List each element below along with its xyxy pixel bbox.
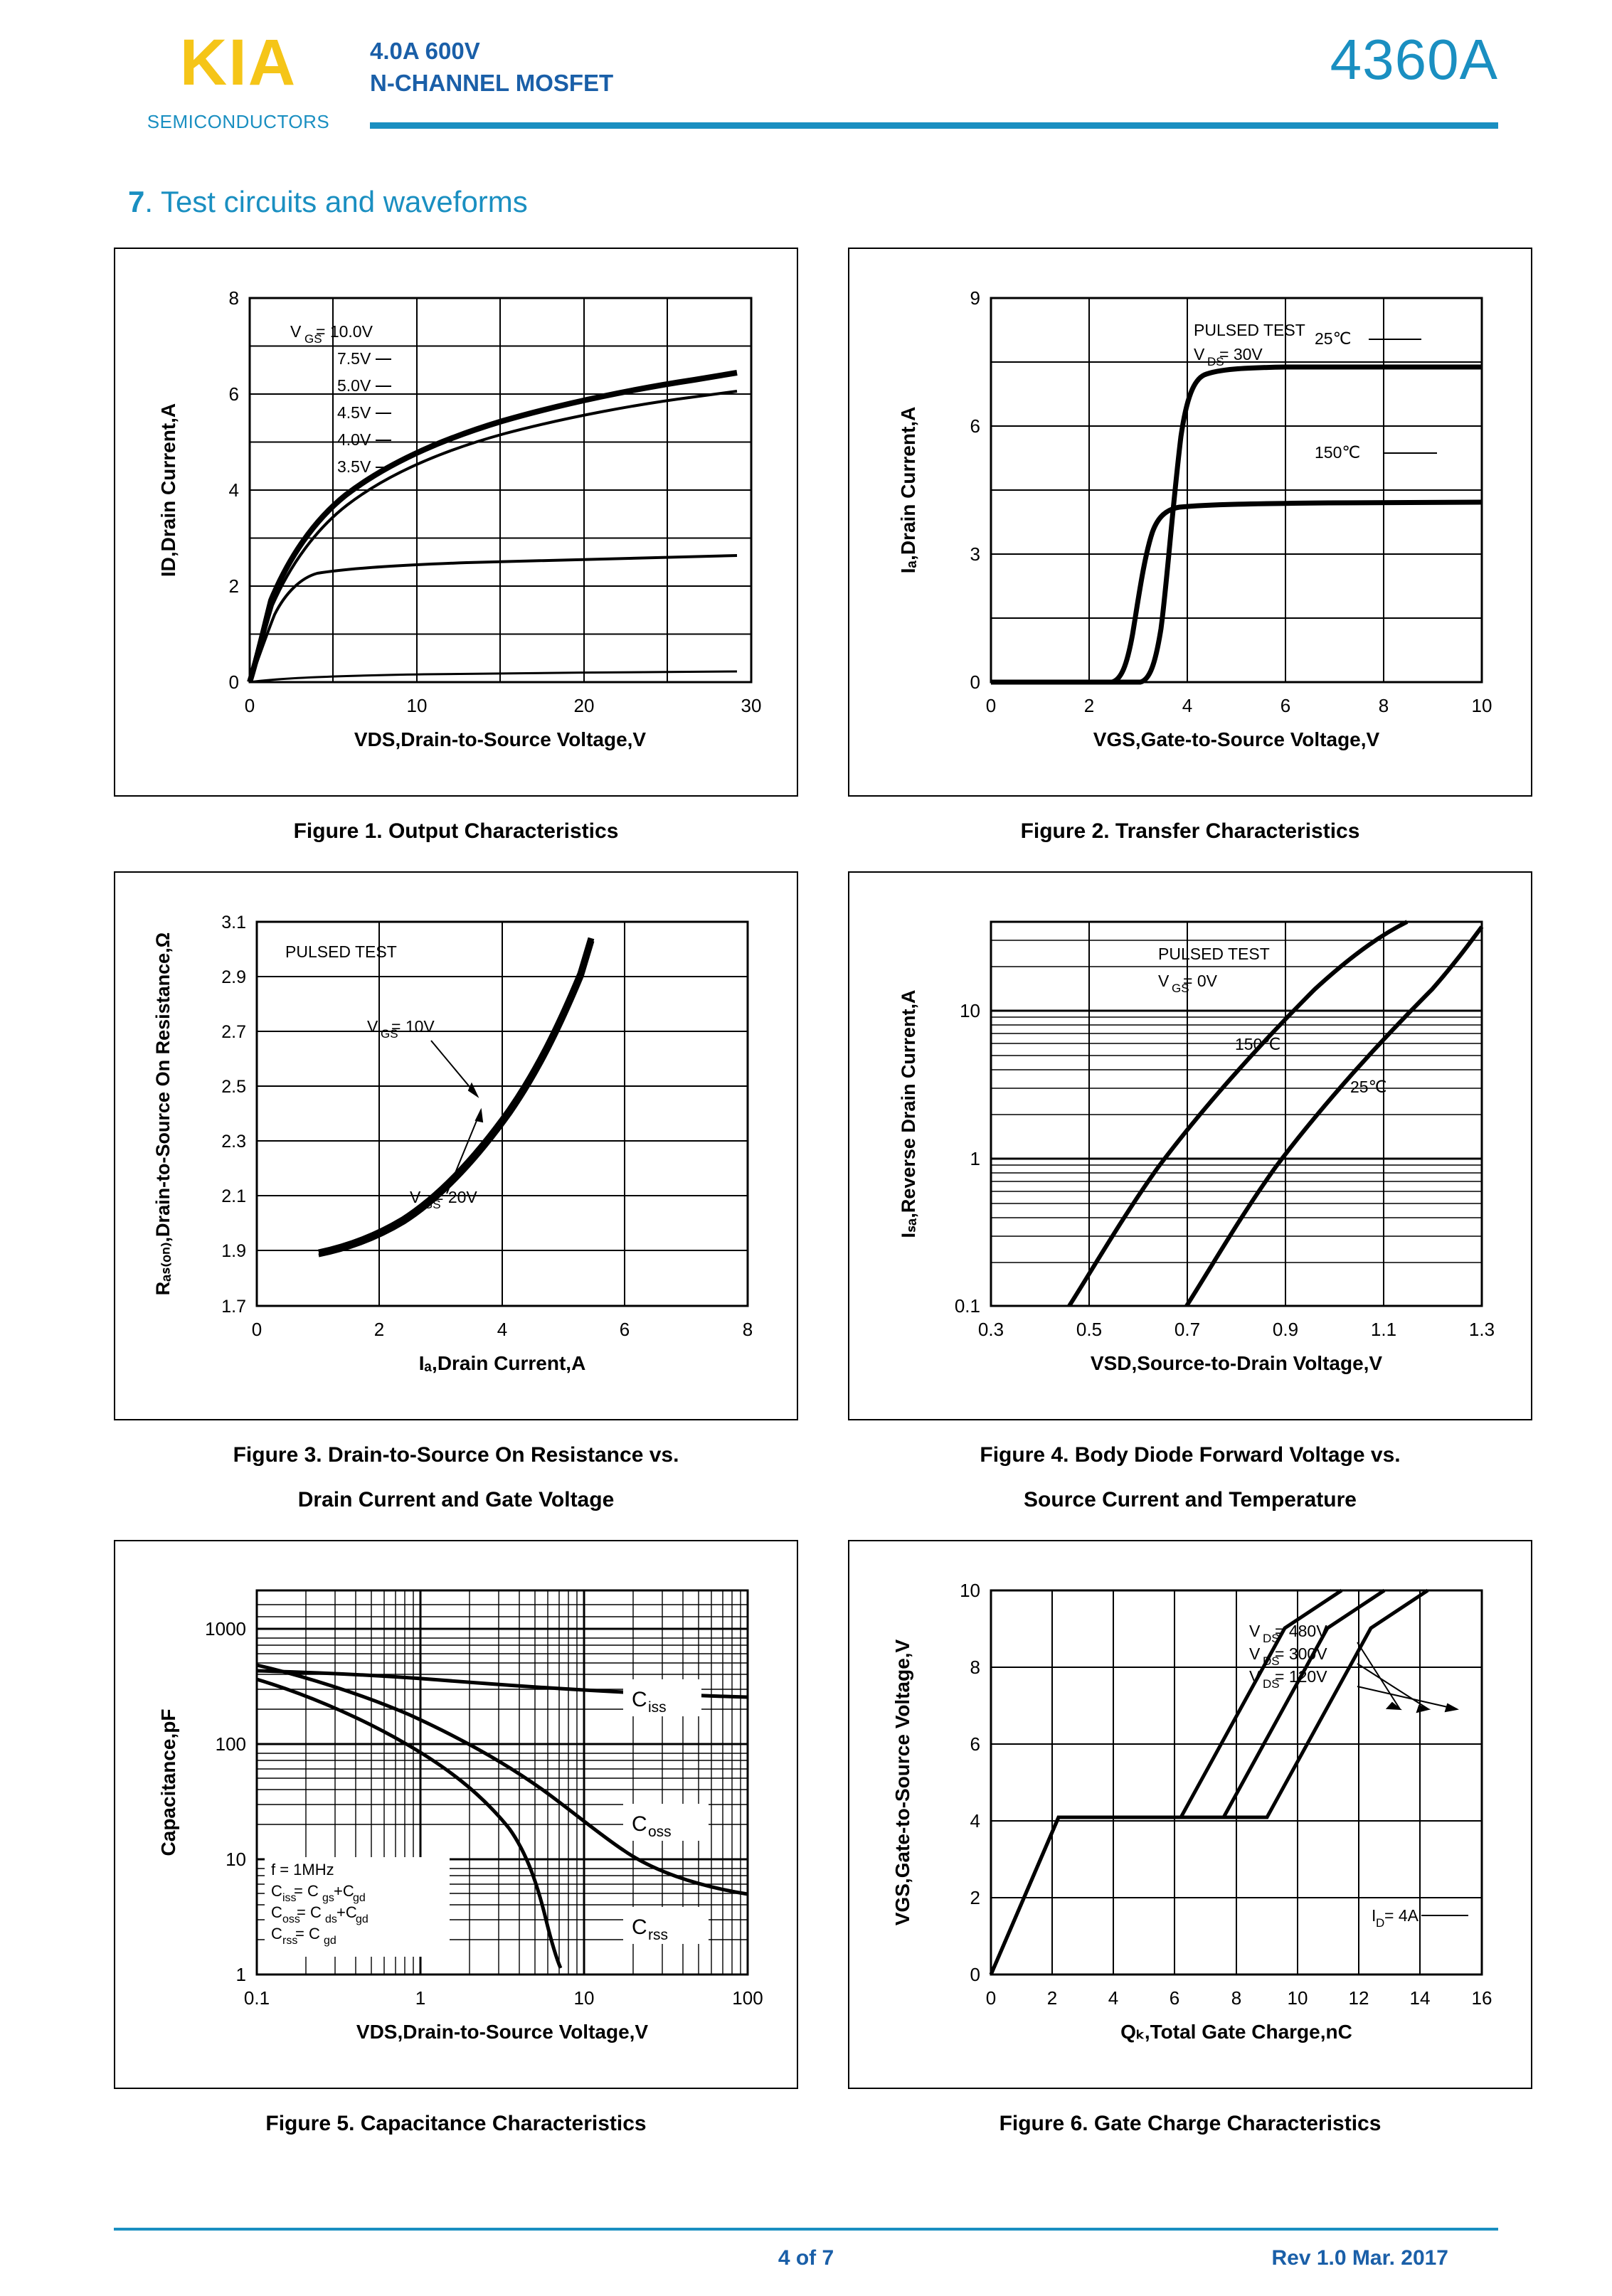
svg-text:1.7: 1.7 (221, 1297, 246, 1317)
svg-text:0: 0 (970, 1964, 980, 1985)
svg-text:V: V (1249, 1622, 1261, 1640)
svg-text:6: 6 (970, 1733, 980, 1755)
svg-text:0: 0 (985, 1987, 997, 2009)
svg-text:gs: gs (322, 1892, 334, 1904)
svg-text:2: 2 (1046, 1987, 1058, 2009)
svg-text:= 0V: = 0V (1183, 972, 1217, 990)
svg-text:Rₐₛ₍ₒₙ₎,Drain-to-Source On Res: Rₐₛ₍ₒₙ₎,Drain-to-Source On Resistance,Ω (152, 932, 174, 1296)
svg-text:0.3: 0.3 (977, 1319, 1004, 1340)
svg-text:oss: oss (648, 1824, 672, 1840)
svg-text:GS: GS (304, 332, 322, 346)
svg-text:6: 6 (619, 1319, 630, 1340)
svg-text:6: 6 (1280, 695, 1291, 716)
section-title-text: . Test circuits and waveforms (144, 185, 528, 218)
figure-3-caption-line1: Figure 3. Drain-to-Source On Resistance vs. (233, 1443, 679, 1467)
page-number: 4 of 7 (778, 2246, 834, 2270)
svg-text:I: I (1372, 1906, 1377, 1925)
figure-4-caption (848, 1439, 1532, 1516)
svg-text:2.9: 2.9 (221, 967, 246, 987)
svg-text:VDS,Drain-to-Source Voltage,V: VDS,Drain-to-Source Voltage,V (356, 2021, 649, 2043)
svg-text:2: 2 (373, 1319, 385, 1340)
svg-text:Iₛₐ,Reverse Drain Current,A: Iₛₐ,Reverse Drain Current,A (898, 989, 919, 1238)
svg-text:4.5V: 4.5V (337, 403, 371, 422)
svg-text:iss: iss (282, 1892, 297, 1904)
svg-text:gd: gd (353, 1892, 366, 1904)
svg-text:V: V (410, 1188, 421, 1206)
svg-text:0.9: 0.9 (1272, 1319, 1299, 1340)
section-heading (128, 185, 1498, 219)
svg-text:3.5V: 3.5V (337, 457, 371, 476)
svg-text:= 120V: = 120V (1275, 1667, 1327, 1686)
svg-text:DS: DS (1207, 355, 1224, 368)
page-header (114, 0, 1498, 164)
svg-text:1: 1 (235, 1964, 246, 1985)
svg-text:5.0V: 5.0V (337, 376, 371, 395)
figure-6-caption (848, 2108, 1532, 2140)
revision-label: Rev 1.0 Mar. 2017 (1271, 2246, 1448, 2270)
svg-text:VDS,Drain-to-Source Voltage,V: VDS,Drain-to-Source Voltage,V (354, 728, 647, 750)
svg-text:4: 4 (228, 479, 239, 501)
svg-text:+C: +C (334, 1882, 354, 1900)
product-title-line2: N-CHANNEL MOSFET (370, 69, 614, 96)
figure-5-chart (125, 1551, 787, 2078)
svg-text:0: 0 (228, 671, 239, 693)
svg-text:C: C (271, 1925, 282, 1942)
svg-text:DS: DS (1263, 1654, 1280, 1668)
svg-text:10: 10 (1471, 695, 1492, 716)
svg-text:9: 9 (970, 287, 980, 309)
figure-4-chart (859, 883, 1521, 1409)
svg-text:rss: rss (282, 1935, 298, 1947)
svg-text:2: 2 (1083, 695, 1095, 716)
svg-text:2.3: 2.3 (221, 1132, 246, 1152)
figure-6-cell (848, 1540, 1532, 2164)
svg-text:1.9: 1.9 (221, 1241, 246, 1261)
figure-6-box (848, 1540, 1532, 2089)
svg-text:rss: rss (648, 1927, 668, 1943)
svg-text:0: 0 (251, 1319, 263, 1340)
svg-text:10: 10 (226, 1849, 246, 1870)
svg-text:4: 4 (1182, 695, 1193, 716)
svg-text:PULSED TEST: PULSED TEST (1194, 321, 1305, 339)
company-logo (121, 26, 356, 133)
svg-text:0: 0 (970, 671, 980, 693)
svg-text:6: 6 (970, 415, 980, 437)
svg-text:7.5V: 7.5V (337, 349, 371, 368)
svg-text:3: 3 (970, 543, 980, 565)
svg-text:C: C (271, 1903, 282, 1921)
figure-3-caption (114, 1439, 798, 1516)
svg-text:2: 2 (228, 575, 239, 597)
figure-1-cell (114, 248, 798, 871)
figure-1-caption (114, 815, 798, 847)
svg-text:4: 4 (497, 1319, 508, 1340)
svg-text:gd: gd (324, 1935, 336, 1947)
figure-4-caption-line1: Figure 4. Body Diode Forward Voltage vs. (980, 1443, 1401, 1467)
svg-text:0.5: 0.5 (1076, 1319, 1103, 1340)
svg-text:1000: 1000 (205, 1618, 246, 1639)
svg-text:ds: ds (325, 1913, 337, 1925)
figure-2-caption (848, 815, 1532, 847)
svg-text:10: 10 (960, 1580, 980, 1601)
svg-text:Iₐ,Drain Current,A: Iₐ,Drain Current,A (418, 1352, 586, 1374)
svg-text:GS: GS (1172, 982, 1189, 995)
svg-text:20: 20 (573, 695, 595, 716)
svg-text:100: 100 (215, 1733, 246, 1755)
logo-text: KIA (179, 26, 297, 99)
svg-text:0: 0 (244, 695, 255, 716)
svg-text:GS: GS (381, 1027, 398, 1041)
svg-text:4.0V: 4.0V (337, 430, 371, 449)
svg-text:C: C (632, 1915, 647, 1939)
svg-text:2.7: 2.7 (221, 1022, 246, 1042)
figure-6-caption-line1: Figure 6. Gate Charge Characteristics (999, 2112, 1382, 2135)
svg-text:Iₐ,Drain Current,A: Iₐ,Drain Current,A (897, 406, 919, 574)
product-title-line1: 4.0A 600V (370, 38, 480, 64)
svg-text:6: 6 (1169, 1987, 1180, 2009)
figure-2-box (848, 248, 1532, 797)
svg-text:V: V (290, 322, 302, 341)
svg-text:V: V (367, 1017, 378, 1036)
svg-text:V: V (1249, 1667, 1261, 1686)
svg-text:8: 8 (1378, 695, 1389, 716)
svg-text:1.3: 1.3 (1468, 1319, 1495, 1340)
figure-3-box (114, 871, 798, 1420)
svg-text:2.1: 2.1 (221, 1186, 246, 1206)
svg-text:100: 100 (732, 1987, 763, 2009)
svg-text:= 20V: = 20V (434, 1188, 477, 1206)
svg-text:16: 16 (1471, 1987, 1492, 2009)
svg-text:14: 14 (1409, 1987, 1431, 2009)
svg-text:= 480V: = 480V (1275, 1622, 1327, 1640)
svg-text:25℃: 25℃ (1350, 1078, 1387, 1096)
svg-text:= 30V: = 30V (1219, 345, 1263, 363)
svg-text:= C: = C (294, 1882, 319, 1900)
figure-2-chart (859, 259, 1521, 785)
figure-4-caption-line2: Source Current and Temperature (1024, 1488, 1357, 1511)
svg-text:0.7: 0.7 (1174, 1319, 1201, 1340)
svg-text:10: 10 (573, 1987, 595, 2009)
svg-text:C: C (271, 1882, 282, 1900)
figure-1-caption-line1: Figure 1. Output Characteristics (293, 819, 619, 843)
svg-text:PULSED TEST: PULSED TEST (1158, 945, 1270, 963)
svg-text:GS: GS (423, 1198, 441, 1211)
svg-text:DS: DS (1263, 1632, 1280, 1645)
svg-text:25℃: 25℃ (1315, 329, 1352, 348)
svg-text:2.5: 2.5 (221, 1077, 246, 1097)
svg-text:8: 8 (1231, 1987, 1242, 2009)
svg-text:oss: oss (282, 1913, 300, 1925)
svg-text:= C: = C (297, 1903, 322, 1921)
figure-5-cell (114, 1540, 798, 2164)
svg-text:10: 10 (406, 695, 428, 716)
svg-text:150℃: 150℃ (1235, 1035, 1281, 1053)
logo-subtitle: SEMICONDUCTORS (147, 111, 330, 132)
svg-text:C: C (632, 1688, 647, 1711)
footer-divider (114, 2228, 1498, 2231)
figure-4-cell (848, 871, 1532, 1540)
svg-text:+C: +C (336, 1903, 357, 1921)
svg-text:8: 8 (228, 287, 239, 309)
svg-text:= 300V: = 300V (1275, 1644, 1327, 1663)
svg-text:VGS,Gate-to-Source Voltage,V: VGS,Gate-to-Source Voltage,V (1093, 728, 1380, 750)
part-number: 4360A (1330, 28, 1498, 91)
svg-text:10: 10 (1287, 1987, 1308, 2009)
svg-text:4: 4 (970, 1810, 980, 1832)
svg-text:= 4A: = 4A (1384, 1906, 1419, 1925)
header-divider (370, 122, 1498, 129)
figure-grid (114, 248, 1498, 2164)
figure-5-caption (114, 2108, 798, 2140)
svg-text:= C: = C (295, 1925, 320, 1942)
svg-text:VGS,Gate-to-Source Voltage,V: VGS,Gate-to-Source Voltage,V (891, 1639, 913, 1926)
svg-text:150℃: 150℃ (1315, 443, 1361, 462)
svg-text:0.1: 0.1 (243, 1987, 270, 2009)
svg-text:0.1: 0.1 (954, 1295, 980, 1317)
svg-text:= 10V: = 10V (391, 1017, 435, 1036)
figure-3-cell (114, 871, 798, 1540)
section-number: 7 (128, 185, 145, 218)
figure-5-box (114, 1540, 798, 2089)
svg-text:ID,Drain Current,A: ID,Drain Current,A (157, 403, 179, 578)
svg-text:C: C (632, 1812, 647, 1836)
figure-4-box (848, 871, 1532, 1420)
svg-text:f = 1MHz: f = 1MHz (271, 1861, 334, 1878)
svg-text:0: 0 (985, 695, 997, 716)
svg-text:30: 30 (741, 695, 762, 716)
figure-5-caption-line1: Figure 5. Capacitance Characteristics (265, 2112, 647, 2135)
svg-text:6: 6 (228, 383, 239, 405)
svg-text:VSD,Source-to-Drain Voltage,V: VSD,Source-to-Drain Voltage,V (1090, 1352, 1383, 1374)
svg-text:Qₖ,Total Gate Charge,nC: Qₖ,Total Gate Charge,nC (1120, 2021, 1352, 2043)
svg-text:8: 8 (742, 1319, 753, 1340)
figure-3-caption-line2: Drain Current and Gate Voltage (297, 1488, 615, 1511)
figure-3-chart (125, 883, 787, 1409)
svg-text:Capacitance,pF: Capacitance,pF (157, 1708, 179, 1856)
svg-text:DS: DS (1263, 1677, 1280, 1691)
svg-text:1.1: 1.1 (1370, 1319, 1397, 1340)
figure-1-box (114, 248, 798, 797)
figure-2-caption-line1: Figure 2. Transfer Characteristics (1020, 819, 1360, 843)
figure-6-chart (859, 1551, 1521, 2078)
svg-text:V: V (1158, 972, 1170, 990)
svg-text:1: 1 (415, 1987, 426, 2009)
svg-text:D: D (1376, 1916, 1385, 1930)
figure-1-chart (125, 259, 787, 785)
svg-text:gd: gd (356, 1913, 368, 1925)
svg-text:2: 2 (970, 1887, 980, 1908)
product-title (370, 36, 613, 99)
svg-text:1: 1 (970, 1148, 980, 1169)
svg-text:8: 8 (970, 1657, 980, 1678)
svg-text:V: V (1194, 345, 1205, 363)
svg-text:iss: iss (648, 1699, 667, 1716)
svg-text:3.1: 3.1 (221, 913, 246, 932)
svg-text:PULSED TEST: PULSED TEST (285, 942, 397, 961)
svg-text:10: 10 (960, 1000, 980, 1021)
svg-text:4: 4 (1108, 1987, 1119, 2009)
figure-2-cell (848, 248, 1532, 871)
svg-text:12: 12 (1348, 1987, 1369, 2009)
svg-text:V: V (1249, 1644, 1261, 1663)
svg-text:= 10.0V: = 10.0V (316, 322, 373, 341)
